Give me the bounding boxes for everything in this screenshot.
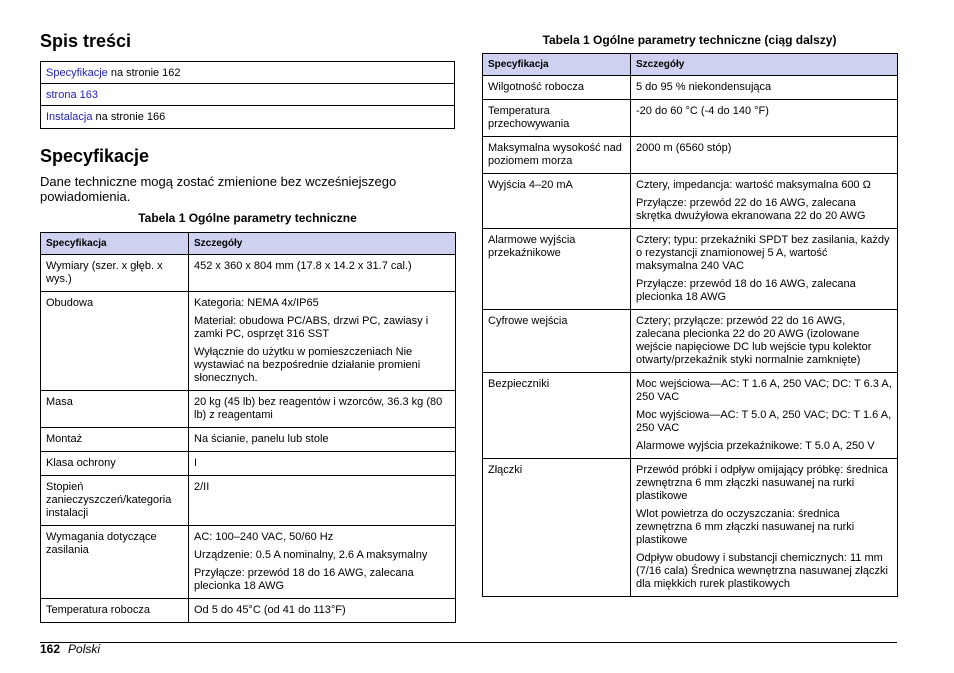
footer-rule (40, 642, 897, 643)
footer-language: Polski (68, 642, 101, 656)
spec-details-cell (189, 292, 456, 391)
detail-line: Przewód próbki i odpływ omijający próbkę: średnica zewnętrzna 6 mm złączki nasuwanej na rurki plastikowe (636, 464, 888, 502)
detail-line: Cztery, impedancja: wartość maksymalna 600 Ω (636, 179, 871, 191)
detail-line: Cztery; typu: przekaźniki SPDT bez zasilania, każdy o rezystancji znamionowej 5 A, wartość maksymalna 240 VAC (636, 234, 890, 272)
toc-link-instalacja[interactable]: Instalacja (46, 111, 93, 123)
spec-details-cell (189, 255, 456, 292)
toc-link-strona-163[interactable]: strona 163 (46, 89, 98, 101)
detail-line: Wyłącznie do użytku w pomieszczeniach Nie wystawiać na bezpośrednie działanie promieni słonecznych. (194, 346, 421, 384)
detail-line: Moc wejściowa—AC: T 1.6 A, 250 VAC; DC: T 6.3 A, 250 VAC (636, 378, 892, 403)
spec-name-cell: Stopień zanieczyszczeń/kategoria instalacji (41, 476, 189, 526)
table-row (483, 100, 898, 137)
detail-line: AC: 100–240 VAC, 50/60 Hz (194, 531, 334, 543)
detail-line: 2000 m (6560 stóp) (636, 142, 732, 154)
table-header-spec: Specyfikacja (483, 54, 631, 76)
spec-details-cell (189, 428, 456, 452)
table-row (483, 373, 898, 459)
page-number: 162 (40, 642, 61, 656)
table-row (483, 76, 898, 100)
table-row (483, 310, 898, 373)
spec-details-cell (631, 229, 898, 310)
toc-entry (41, 106, 454, 128)
spec-details-cell (631, 174, 898, 229)
spec-name-cell: Klasa ochrony (41, 452, 189, 476)
spec-name-cell: Cyfrowe wejścia (483, 310, 631, 373)
table-header-details: Szczegóły (631, 54, 898, 76)
detail-line: Na ścianie, panelu lub stole (194, 433, 329, 445)
spec-name-cell: Bezpieczniki (483, 373, 631, 459)
detail-line: 2/II (194, 481, 210, 493)
detail-line: Od 5 do 45°C (od 41 do 113°F) (194, 604, 346, 616)
detail-line: Wlot powietrza do oczyszczania: średnica zewnętrzna 6 mm złączki nasuwanej na rurki plastikowe (636, 508, 855, 546)
spec-name-cell: Alarmowe wyjścia przekaźnikowe (483, 229, 631, 310)
toc-entry (41, 62, 454, 84)
table-header-spec: Specyfikacja (41, 233, 189, 255)
spec-details-cell (631, 310, 898, 373)
detail-line: Kategoria: NEMA 4x/IP65 (194, 297, 319, 309)
toc-entry-text: na stronie 166 (92, 111, 166, 123)
table-row (41, 476, 456, 526)
table-row (41, 452, 456, 476)
spec-name-cell: Montaż (41, 428, 189, 452)
spec-table-continued (482, 53, 898, 597)
detail-line: 452 x 360 x 804 mm (17.8 x 14.2 x 31.7 cal.) (194, 260, 412, 272)
table-header-details: Szczegóły (189, 233, 456, 255)
spec-details-cell (189, 391, 456, 428)
table-row (483, 459, 898, 597)
spec-name-cell: Złączki (483, 459, 631, 597)
table-row (41, 428, 456, 452)
detail-line: Przyłącze: przewód 18 do 16 AWG, zalecana plecionka 18 AWG (636, 278, 856, 303)
toc-entry-text: na stronie 162 (107, 67, 181, 79)
spec-table (40, 232, 456, 623)
table-row (483, 174, 898, 229)
spec-details-cell (631, 137, 898, 174)
spec-name-cell: Obudowa (41, 292, 189, 391)
detail-line: I (194, 457, 198, 469)
table-row (41, 391, 456, 428)
table-row (41, 526, 456, 599)
spec-name-cell: Wymiary (szer. x głęb. x wys.) (41, 255, 189, 292)
detail-line: Urządzenie: 0.5 A nominalny, 2.6 A maksymalny (194, 549, 428, 561)
table-row (41, 292, 456, 391)
spec-details-cell (631, 76, 898, 100)
spec-name-cell: Wyjścia 4–20 mA (483, 174, 631, 229)
detail-line: 20 kg (45 lb) bez reagentów i wzorców, 36.3 kg (80 lb) z reagentami (194, 396, 443, 421)
section-intro: Dane techniczne mogą zostać zmienione bez wcześniejszego powiadomienia. (40, 174, 397, 204)
detail-line: Przyłącze: przewód 18 do 16 AWG, zalecana plecionka 18 AWG (194, 567, 414, 592)
detail-line: Przyłącze: przewód 22 do 16 AWG, zalecana skrętka dwużyłowa ekranowana 22 do 20 AWG (636, 197, 866, 222)
toc-entry (41, 84, 454, 106)
detail-line: 5 do 95 % niekondensująca (636, 81, 772, 93)
toc-link-specyfikacje[interactable]: Specyfikacje (46, 67, 108, 79)
table-row (41, 255, 456, 292)
table-row (483, 137, 898, 174)
page-footer (40, 642, 100, 656)
spec-name-cell: Masa (41, 391, 189, 428)
spec-details-cell (631, 459, 898, 597)
detail-line: Cztery; przyłącze: przewód 22 do 16 AWG, zalecana plecionka 22 do 20 AWG (izolowane wejście napięciowe DC lub wejście typu kolektor otwarty/przekaźnik styki normalnie zamknięte) (636, 315, 872, 366)
spec-details-cell (189, 526, 456, 599)
table-row (483, 229, 898, 310)
toc-title: Spis treści (40, 31, 132, 51)
table-caption: Tabela 1 Ogólne parametry techniczne (138, 211, 357, 225)
detail-line: -20 do 60 °C (-4 do 140 °F) (636, 105, 769, 117)
table-caption-continued: Tabela 1 Ogólne parametry techniczne (ciąg dalszy) (542, 33, 837, 47)
spec-details-cell (189, 476, 456, 526)
table-row (41, 599, 456, 623)
spec-name-cell: Wymagania dotyczące zasilania (41, 526, 189, 599)
detail-line: Odpływ obudowy i substancji chemicznych: 11 mm (7/16 cala) Średnica wewnętrzna nasuwanej złączki dla miękkich rurek plastikowych (636, 552, 888, 590)
section-title: Specyfikacje (40, 146, 150, 166)
spec-name-cell: Maksymalna wysokość nad poziomem morza (483, 137, 631, 174)
spec-details-cell (189, 452, 456, 476)
spec-details-cell (189, 599, 456, 623)
spec-name-cell: Temperatura robocza (41, 599, 189, 623)
detail-line: Moc wyjściowa—AC: T 5.0 A, 250 VAC; DC: T 1.6 A, 250 VAC (636, 409, 892, 434)
spec-details-cell (631, 373, 898, 459)
spec-name-cell: Wilgotność robocza (483, 76, 631, 100)
toc-box (40, 61, 455, 129)
spec-details-cell (631, 100, 898, 137)
detail-line: Alarmowe wyjścia przekaźnikowe: T 5.0 A, 250 V (636, 440, 875, 452)
detail-line: Materiał: obudowa PC/ABS, drzwi PC, zawiasy i zamki PC, osprzęt 316 SST (194, 315, 429, 340)
spec-name-cell: Temperatura przechowywania (483, 100, 631, 137)
